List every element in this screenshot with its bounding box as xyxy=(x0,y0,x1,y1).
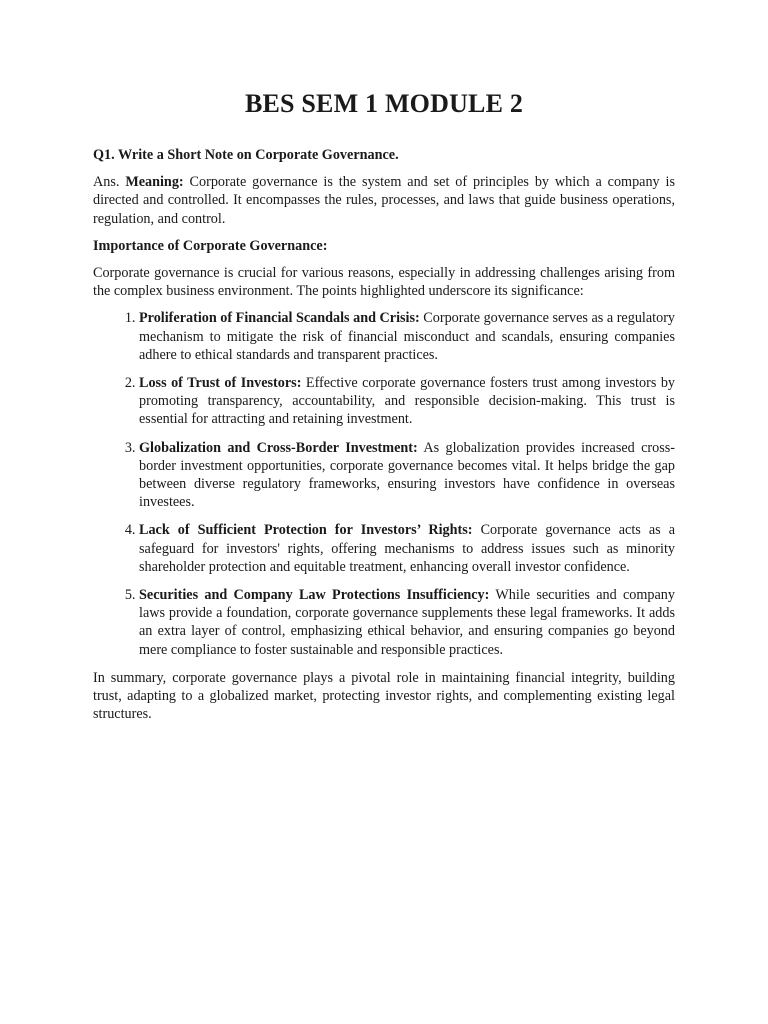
importance-points-list xyxy=(93,309,675,658)
list-item xyxy=(139,521,675,576)
point-label: Lack of Sufficient Protection for Investors’ Rights: xyxy=(139,522,473,539)
summary-paragraph: In summary, corporate governance plays a pivotal role in maintaining financial integrity, building trust, adapting to a globalized market, protecting investor rights, and complementing existing legal structures. xyxy=(93,669,675,723)
list-item xyxy=(139,309,675,364)
point-label: Securities and Company Law Protections Insufficiency: xyxy=(139,587,490,604)
point-text: Effective corporate governance fosters trust among investors by promoting transparency, accountability, and responsible decision-making. This trust is essential for attracting and retaining investment. xyxy=(139,375,676,428)
point-label: Loss of Trust of Investors: xyxy=(139,375,302,392)
point-label: Globalization and Cross-Border Investment: xyxy=(139,439,418,456)
question-heading: Q1. Write a Short Note on Corporate Governance. xyxy=(93,147,399,163)
importance-heading: Importance of Corporate Governance: xyxy=(93,237,328,254)
document-title: BES SEM 1 MODULE 2 xyxy=(244,89,524,118)
answer-paragraph xyxy=(93,173,675,228)
point-text: While securities and company laws provide a foundation, corporate governance supplements these legal frameworks. It adds an extra layer of control, emphasizing ethical behavior, and ensuring companies go beyond mere compliance to foster sustainable and responsible practices. xyxy=(139,587,675,658)
meaning-text: Corporate governance is the system and set of principles by which a company is directed and controlled. It encompasses the rules, processes, and laws that guide business operations, regulation, and control. xyxy=(93,174,676,227)
list-item xyxy=(139,439,675,512)
list-item xyxy=(139,374,675,429)
point-text: Corporate governance serves as a regulatory mechanism to mitigate the risk of financial misconduct and scandals, ensuring companies adhere to ethical standards and transparent practices. xyxy=(139,310,676,363)
meaning-label: Meaning: xyxy=(125,174,184,191)
list-item xyxy=(139,586,675,659)
document-page xyxy=(93,88,675,732)
point-text: As globalization provides increased cross-border investment opportunities, corporate governance becomes vital. It helps bridge the gap between diverse regulatory frameworks, ensuring investors have confidence in overseas investees. xyxy=(139,439,676,511)
importance-intro: Corporate governance is crucial for various reasons, especially in addressing challenges arising from the complex business environment. The points highlighted underscore its significance: xyxy=(93,265,675,300)
point-label: Proliferation of Financial Scandals and Crisis: xyxy=(139,310,420,327)
point-text: Corporate governance acts as a safeguard for investors' rights, offering mechanisms to address issues such as minority shareholder protection and equitable treatment, enhancing overall investor confidence. xyxy=(139,522,675,575)
answer-prefix: Ans. xyxy=(93,174,120,191)
